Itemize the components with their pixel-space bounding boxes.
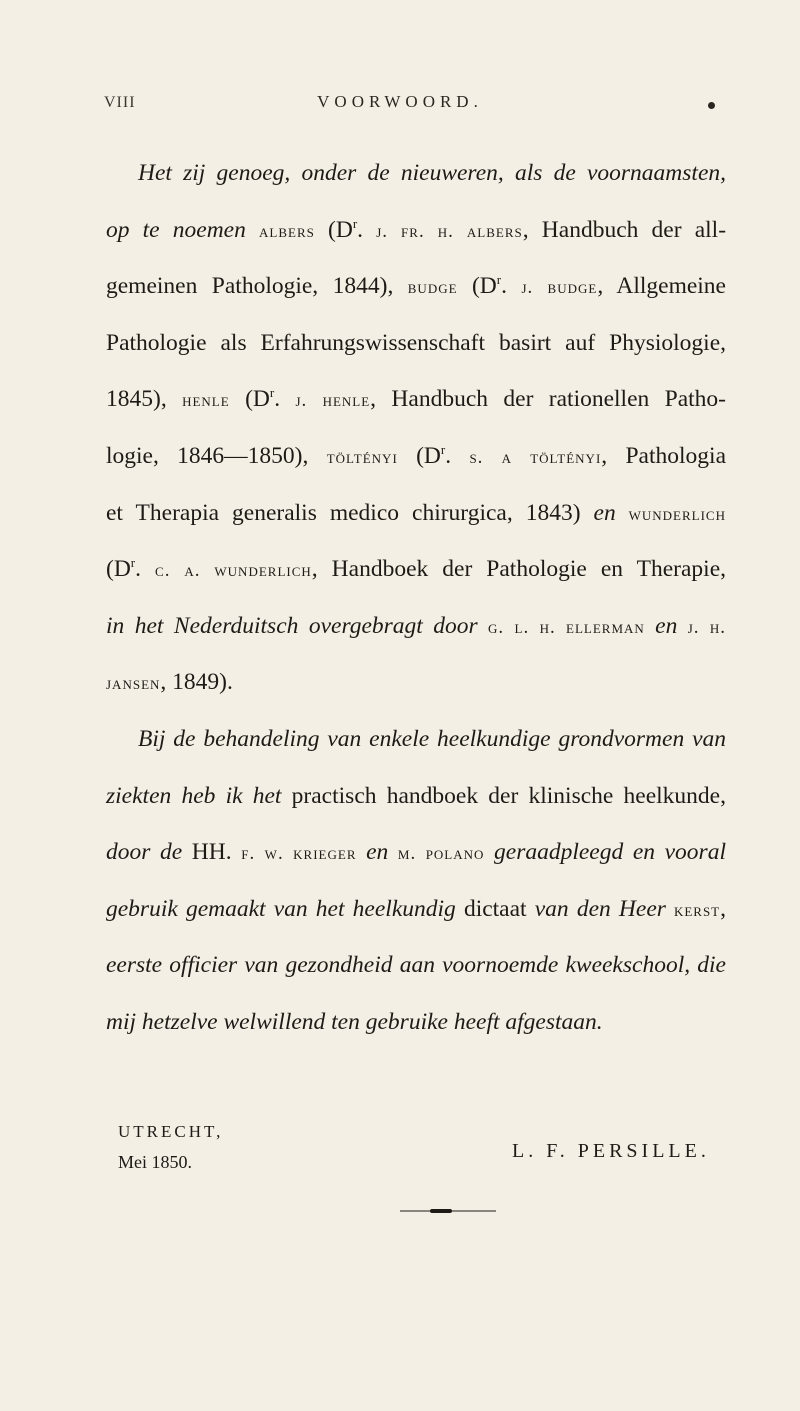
author-name: j. henle (295, 390, 371, 412)
text-span: practisch handboek der klinische heelkunde, (281, 782, 726, 809)
p1-line-1 (106, 145, 726, 202)
text-span: en (593, 499, 616, 526)
text-span: Het zij genoeg, onder de nieuweren, als de voornaamsten, (138, 160, 726, 186)
text-span: gebruik gemaakt van het heelkundig (106, 895, 456, 922)
page-header (0, 92, 800, 122)
text-span: ziekten heb ik het (106, 782, 282, 809)
p1-line-8 (106, 541, 726, 598)
author-name: s. a töltényi (469, 446, 602, 468)
text-span: . (274, 386, 296, 413)
author-name: m. polano (397, 843, 485, 865)
author-name: f. w. krieger (241, 843, 357, 865)
text-span: , Handbuch der all- (522, 216, 727, 243)
text-span: (D (229, 386, 270, 413)
superscript: r (130, 555, 136, 571)
p2-line-6 (106, 994, 726, 1051)
printer-dot (708, 102, 715, 109)
text-span: 1845), (106, 386, 183, 413)
author-name: c. a. wunderlich (155, 560, 312, 582)
running-title: VOORWOORD. (317, 92, 483, 111)
p1-line-4 (106, 315, 726, 372)
text-span: door de (106, 839, 183, 866)
text-span: (D (397, 442, 441, 469)
superscript: r (352, 215, 358, 231)
author-name: j. h. (677, 616, 726, 638)
text-span: , Handboek der Pathologie en Therapie, (311, 556, 727, 583)
text-span: en (356, 839, 398, 866)
author-name: budge (407, 277, 458, 299)
text-span: , Allgemeine (597, 273, 726, 300)
p2-line-5 (106, 937, 726, 994)
text-span: et Therapia generalis medico chirurgica, 1843) (106, 499, 594, 526)
text-span: Pathologie als Erfahrungswissenschaft basirt auf Physiologie, (106, 329, 726, 356)
text-span: . (135, 556, 156, 583)
text-span: . (445, 442, 470, 469)
author-name: g. l. h. ellerman (477, 616, 656, 638)
ornament-rule (400, 1208, 496, 1214)
text-span: op te noemen (106, 216, 260, 243)
text-span: , Pathologia (601, 442, 726, 469)
author-name: henle (182, 390, 230, 412)
p2-line-4 (106, 881, 726, 938)
page-number: VIII (104, 94, 136, 111)
author-name: kerst (665, 899, 721, 921)
p1-line-6 (106, 428, 726, 485)
text-span: dictaat (455, 895, 535, 922)
superscript: r (440, 441, 446, 457)
preface-text (106, 145, 726, 1051)
text-span: HH. (182, 839, 242, 866)
p1-line-5 (106, 371, 726, 428)
text-span: (D (106, 556, 131, 583)
text-span: , Handbuch der rationellen Patho- (370, 386, 727, 413)
text-span: (D (457, 273, 497, 300)
author-name: jansen (106, 673, 161, 695)
superscript: r (496, 272, 502, 288)
signature-name: L. F. PERSILLE. (512, 1140, 710, 1162)
author-name: j. budge (521, 277, 598, 299)
author-name: albers (259, 220, 315, 242)
text-span: . (501, 273, 522, 300)
text-span: eerste officier van gezondheid aan voornoemde kweekschool, die (106, 952, 726, 979)
p2-line-2 (106, 768, 726, 825)
text-span: , (720, 895, 726, 922)
p1-line-7 (106, 485, 726, 542)
text-span: mij hetzelve welwillend ten gebruike heeft afgestaan. (106, 1008, 603, 1035)
text-span: (D (314, 216, 353, 243)
p1-line-3 (106, 258, 726, 315)
author-name: j. fr. h. albers (376, 220, 523, 242)
p1-line-9 (106, 598, 726, 655)
text-span: logie, 1846—1850), (106, 442, 327, 469)
text-span: in het Nederduitsch overgebragt door (106, 612, 478, 639)
text-span: en (655, 612, 678, 639)
text-span: gemeinen Pathologie, 1844), (106, 273, 408, 300)
signature-place: UTRECHT, (118, 1122, 224, 1141)
signature-date: Mei 1850. (118, 1152, 192, 1172)
text-span: Bij de behandeling van enkele heelkundige grondvormen van (138, 725, 726, 752)
p1-line-10 (106, 654, 726, 711)
p1-line-2 (106, 202, 726, 259)
superscript: r (269, 385, 275, 401)
author-name: wunderlich (615, 503, 726, 525)
text-span: geraadpleegd en vooral (484, 839, 726, 866)
text-span: . (357, 216, 377, 243)
p2-line-3 (106, 824, 726, 881)
author-name: töltényi (326, 446, 398, 468)
text-span: , 1849). (160, 669, 233, 696)
text-span: van den Heer (534, 895, 666, 922)
p2-line-1 (106, 711, 726, 768)
